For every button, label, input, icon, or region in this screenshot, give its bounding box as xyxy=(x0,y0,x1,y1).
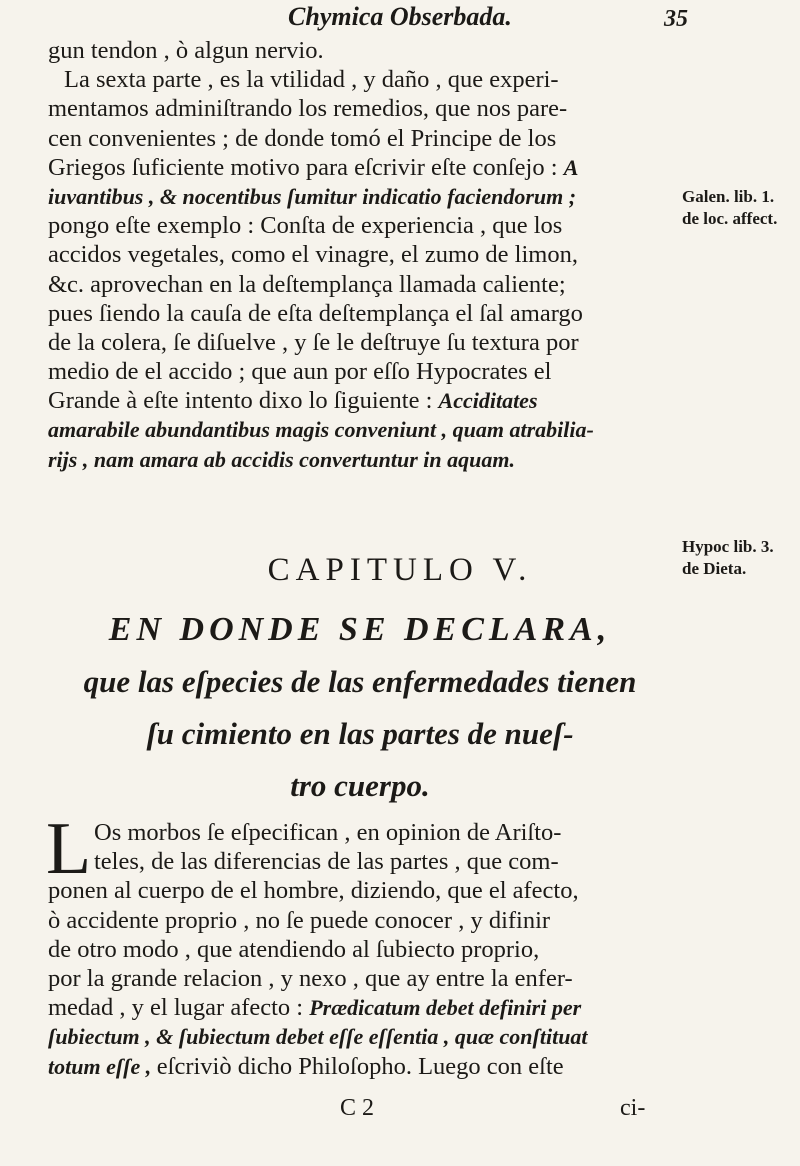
text-line xyxy=(48,386,668,415)
text-line: teles, de las diferencias de las partes , que com- xyxy=(94,848,559,876)
margin-note-line: de Dieta. xyxy=(682,559,747,578)
text-line: de la colera, ſe diſuelve , y ſe le deſtruye ſu textura por xyxy=(48,328,579,356)
latin-line: ſubiectum , & ſubiectum debet eſſe eſſentia , quæ conſtituat xyxy=(48,1024,588,1050)
latin-span: Acciditates xyxy=(438,388,538,414)
chapter-title-line: EN DONDE SE DECLARA, xyxy=(108,611,612,648)
margin-note-line: de loc. affect. xyxy=(682,209,778,228)
text-line: ponen al cuerpo de el hombre, diziendo, que el afecto, xyxy=(48,877,579,905)
catchword: ci- xyxy=(620,1095,646,1121)
latin-span: Prædicatum debet definiri per xyxy=(309,995,582,1021)
text-span: medad , y el lugar afecto : xyxy=(48,994,310,1022)
drop-cap: L xyxy=(46,808,92,890)
text-line: Os morbos ſe eſpecifican , en opinion de Ariſto- xyxy=(94,819,562,846)
text-line: gun tendon , ò algun nervio. xyxy=(48,37,324,64)
text-line: pongo eſte exemplo : Conſta de experiencia , que los xyxy=(48,212,563,240)
chapter-title-line: tro cuerpo. xyxy=(290,768,430,803)
text-line: accidos vegetales, como el vinagre, el zumo de limon, xyxy=(48,241,578,269)
latin-line: amarabile abundantibus magis conveniunt , quam atrabilia- xyxy=(48,417,594,443)
chapter-title xyxy=(50,604,670,812)
latin-span: totum eſſe , xyxy=(48,1053,157,1079)
chapter-title-line: que las eſpecies de las enfermedades tienen xyxy=(83,664,637,699)
paragraph-1 xyxy=(48,36,668,474)
text-line: mentamos adminiſtrando los remedios, que nos pare- xyxy=(48,95,568,123)
text-line xyxy=(48,993,668,1022)
text-span: eſcriviò dicho Philoſopho. Luego con eſte xyxy=(156,1052,564,1080)
latin-line: rijs , nam amara ab accidis convertuntur in aquam. xyxy=(48,446,515,472)
latin-span: A xyxy=(563,154,579,180)
text-line: La sexta parte , es la vtilidad , y daño , que experi- xyxy=(64,66,559,94)
latin-line: iuvantibus , & nocentibus ſumitur indicatio faciendorum ; xyxy=(48,183,577,209)
text-line: medio de el accido ; que aun por eſſo Hypocrates el xyxy=(48,358,552,386)
text-line: ò accidente proprio , no ſe puede conocer , y difinir xyxy=(48,906,551,934)
text-span: Grande à eſte intento dixo lo ſiguiente : xyxy=(48,387,439,415)
paragraph-2 xyxy=(48,818,668,1081)
text-line: de otro modo , que atendiendo al ſubiecto proprio, xyxy=(48,935,540,963)
text-line: por la grande relacion , y nexo , que ay entre la enfer- xyxy=(48,964,573,992)
margin-note-galen xyxy=(682,186,800,230)
text-line: pues ſiendo la cauſa de eſta deſtemplança el ſal amargo xyxy=(48,299,583,327)
text-line: cen convenientes ; de donde tomó el Principe de los xyxy=(48,124,557,152)
chapter-title-line: ſu cimiento en las partes de nueſ- xyxy=(146,716,574,751)
text-line xyxy=(48,153,668,182)
text-span: Griegos ſuficiente motivo para eſcrivir eſte conſejo : xyxy=(48,153,564,181)
signature-mark: C 2 xyxy=(340,1095,375,1121)
text-line: &c. aprovechan en la deſtemplança llamada caliente; xyxy=(48,270,566,298)
margin-note-line: Galen. lib. 1. xyxy=(682,187,775,206)
margin-note-line: Hypoc lib. 3. xyxy=(682,537,774,556)
page-number: 35 xyxy=(664,6,688,32)
chapter-heading: CAPITULO V. xyxy=(267,552,533,588)
running-head: Chymica Obserbada. xyxy=(288,2,512,31)
text-line xyxy=(48,1052,668,1081)
